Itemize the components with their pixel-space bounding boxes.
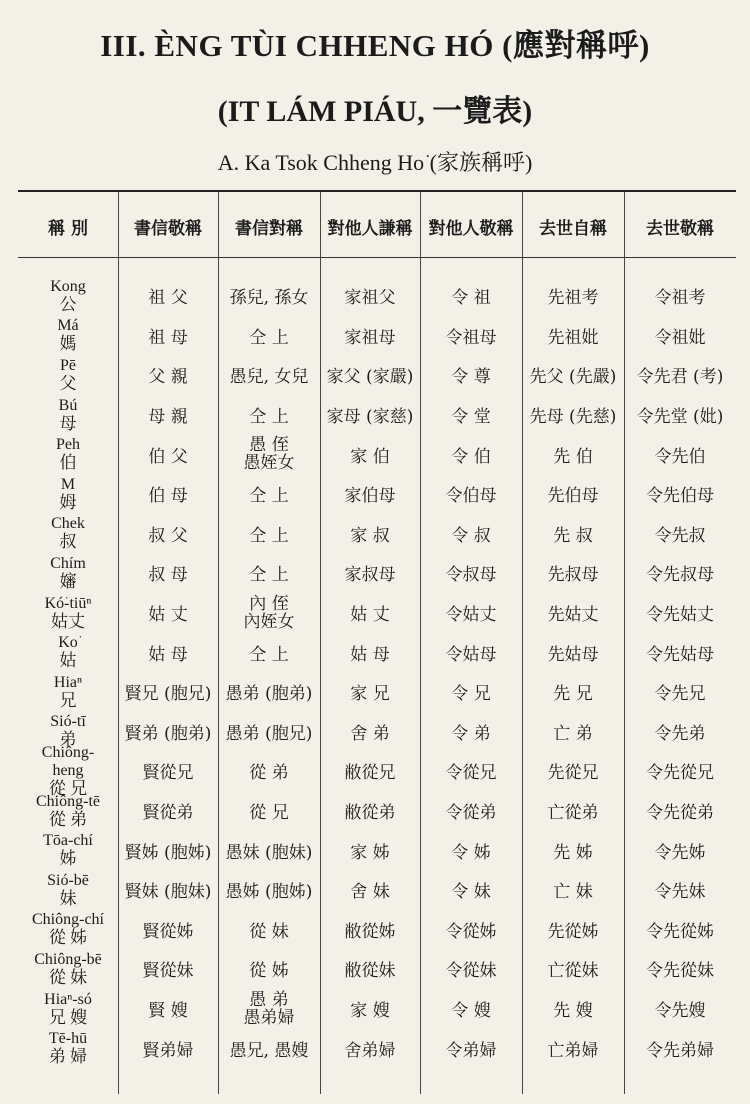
term-cell	[18, 872, 118, 908]
table-cell: 家 伯	[350, 446, 390, 467]
table-cell: 令祖考	[654, 288, 706, 309]
term-cell	[18, 515, 118, 551]
romanized-term: Chiông-	[41, 744, 95, 761]
table-cell: 先母 (先慈)	[529, 407, 617, 428]
romanized-term: Hiaⁿ-só	[44, 990, 92, 1008]
table-cell: 令先從妹	[646, 961, 714, 982]
table-cell: 家母 (家慈)	[326, 407, 414, 428]
table-cell: 家祖母	[344, 327, 396, 348]
table-cell: 令 妹	[451, 882, 491, 903]
table-cell: 令祖妣	[654, 327, 706, 348]
table-cell: 愚弟 (胞弟)	[225, 684, 313, 705]
table-cell: 令先伯	[654, 446, 706, 467]
table-cell: 賢兄 (胞兄)	[124, 684, 212, 705]
table-cell: 令姑丈	[445, 605, 497, 626]
table-cell: 叔 父	[148, 525, 188, 546]
chinese-term: 兄	[59, 690, 77, 710]
table-cell: 愚弟 (胞兄)	[225, 723, 313, 744]
table-cell: 先從姊	[547, 921, 599, 942]
romanized-term: Tōa-chí	[43, 832, 93, 850]
column-divider	[218, 192, 219, 1094]
table-cell: 賢從妹	[142, 961, 194, 982]
romanized-term: Peh	[56, 436, 80, 454]
table-cell	[218, 434, 320, 474]
column-header: 稱 別	[48, 218, 88, 239]
table-cell: 令先姊	[654, 842, 706, 863]
chinese-term: 兄 嫂	[48, 1007, 88, 1027]
romanized-term: Chiông-tē	[36, 792, 100, 810]
table-cell	[218, 989, 320, 1029]
romanized-term: Ko͘	[58, 634, 78, 652]
table-cell: 賢從兄	[142, 763, 194, 784]
table-cell: 令先從姊	[646, 921, 714, 942]
table-cell: 令 叔	[451, 525, 491, 546]
table-cell: 亡弟婦	[547, 1040, 599, 1061]
table-cell: 愚兄, 愚嫂	[229, 1040, 309, 1061]
romanized-term: Hiaⁿ	[53, 673, 83, 691]
table-cell: 亡從弟	[547, 803, 599, 824]
term-cell	[18, 911, 118, 947]
cell-line: 愚 侄	[249, 435, 289, 456]
term-cell	[18, 397, 118, 433]
table-cell: 愚姊 (胞姊)	[225, 882, 313, 903]
column-header: 對他人謙稱	[327, 218, 413, 239]
term-cell	[18, 436, 118, 472]
table-cell: 令 兄	[451, 684, 491, 705]
table-cell: 愚妹 (胞妹)	[225, 842, 313, 863]
table-cell: 令先堂 (妣)	[636, 407, 724, 428]
column-divider	[320, 192, 321, 1094]
table-cell: 敝從妹	[344, 961, 396, 982]
romanized-term: Kó͘-tiūⁿ	[44, 594, 92, 612]
table-cell: 令弟婦	[445, 1040, 497, 1061]
table-cell: 先叔母	[547, 565, 599, 586]
table-cell: 令 弟	[451, 723, 491, 744]
table-cell: 家 兄	[350, 684, 390, 705]
table-cell: 令先君 (考)	[636, 367, 724, 388]
cell-line: 愚 弟	[249, 989, 289, 1010]
table-cell: 令先嫂	[654, 1001, 706, 1022]
cell-line: 愚姪女	[243, 453, 295, 474]
table-cell: 仝 上	[249, 486, 289, 507]
chinese-term: 從 弟	[48, 809, 88, 829]
table-cell: 家 叔	[350, 525, 390, 546]
table-cell: 先伯母	[547, 486, 599, 507]
table-cell: 孫兒, 孫女	[229, 288, 309, 309]
column-header: 去世敬稱	[646, 218, 714, 239]
chinese-term: 從 兄	[48, 779, 88, 798]
chinese-term: 弟	[59, 730, 77, 750]
table-cell: 令先妹	[654, 882, 706, 903]
table-cell: 令從姊	[445, 921, 497, 942]
table-cell: 令從弟	[445, 803, 497, 824]
table-cell: 先祖妣	[547, 327, 599, 348]
table-cell: 叔 母	[148, 565, 188, 586]
table-cell: 令 伯	[451, 446, 491, 467]
term-cell	[18, 832, 118, 868]
term-cell	[18, 278, 118, 314]
table-cell: 令先姑丈	[646, 605, 714, 626]
table-cell: 令從妹	[445, 961, 497, 982]
table-cell: 先姑母	[547, 644, 599, 665]
table-cell: 祖 父	[148, 288, 188, 309]
cell-line: 內 侄	[249, 593, 289, 614]
term-cell	[18, 476, 118, 512]
table-cell: 先 兄	[553, 684, 593, 705]
table-cell: 賢 嫂	[148, 1001, 188, 1022]
romanized-term: Chiông-chí	[32, 911, 104, 929]
page-title: III. ÈNG TÙI CHHENG HÓ (應對稱呼)	[100, 28, 650, 63]
table-cell: 仝 上	[249, 407, 289, 428]
table-cell: 先父 (先嚴)	[529, 367, 617, 388]
romanized-term: Sió-tī	[50, 713, 86, 731]
chinese-term: 嬸	[59, 572, 77, 591]
romanized-term: Chiông-bē	[34, 951, 102, 968]
term-cell	[18, 793, 118, 829]
term-cell	[18, 595, 118, 631]
table-cell: 仝 上	[249, 644, 289, 665]
chinese-term: 母	[59, 413, 77, 433]
table-cell: 家 嫂	[350, 1001, 390, 1022]
table-cell: 令 姊	[451, 842, 491, 863]
column-header: 書信敬稱	[134, 218, 202, 239]
table-cell: 伯 父	[148, 446, 188, 467]
table-cell: 賢從姊	[142, 921, 194, 942]
table-cell: 家 姊	[350, 842, 390, 863]
table-cell: 令姑母	[445, 644, 497, 665]
table-cell: 愚兒, 女兒	[229, 367, 309, 388]
table-cell: 姑 丈	[350, 605, 390, 626]
chinese-term: 媽	[59, 334, 77, 354]
table-cell: 舍弟婦	[344, 1040, 396, 1061]
table-cell: 舍 弟	[350, 723, 390, 744]
table-cell: 從 姊	[249, 961, 289, 982]
table-cell: 家父 (家嚴)	[326, 367, 414, 388]
table-header-rule	[18, 257, 736, 258]
chinese-term: 從 姊	[48, 928, 88, 948]
table-cell: 仝 上	[249, 565, 289, 586]
table-cell: 令伯母	[445, 486, 497, 507]
table-cell: 令先弟婦	[646, 1040, 714, 1061]
column-header: 對他人敬稱	[428, 218, 514, 239]
cell-line: 內姪女	[243, 611, 295, 632]
column-header: 書信對稱	[235, 218, 303, 239]
table-cell: 令 堂	[451, 407, 491, 428]
table-cell: 敝從兄	[344, 763, 396, 784]
romanized-term: Bú	[58, 396, 78, 414]
table-cell: 亡 妹	[553, 882, 593, 903]
table-cell: 賢妹 (胞妹)	[124, 882, 212, 903]
table-cell: 令先叔	[654, 525, 706, 546]
column-divider	[522, 192, 523, 1094]
romanized-term: Kong	[50, 277, 86, 295]
table-cell: 賢從弟	[142, 803, 194, 824]
table-cell: 先 伯	[553, 446, 593, 467]
table-cell: 舍 妹	[350, 882, 390, 903]
chinese-term: 妹	[59, 888, 77, 908]
table-cell: 賢姊 (胞姊)	[124, 842, 212, 863]
table-cell: 從 兄	[249, 803, 289, 824]
column-divider	[420, 192, 421, 1094]
table-cell: 令先姑母	[646, 644, 714, 665]
table-cell: 伯 母	[148, 486, 188, 507]
romanized-term: Má	[57, 317, 79, 335]
table-cell: 令從兄	[445, 763, 497, 784]
chinese-term: 從 妹	[48, 968, 88, 987]
chinese-term: 叔	[59, 532, 77, 552]
cell-line: 愚弟婦	[243, 1007, 295, 1028]
chinese-term: 伯	[59, 453, 77, 473]
term-cell	[18, 991, 118, 1027]
table-cell: 先 姊	[553, 842, 593, 863]
table-cell: 從 弟	[249, 763, 289, 784]
table-top-rule	[18, 190, 736, 192]
table-cell: 母 親	[148, 407, 188, 428]
table-cell: 先祖考	[547, 288, 599, 309]
column-divider	[118, 192, 119, 1094]
table-cell: 先 叔	[553, 525, 593, 546]
table-cell: 令先從兄	[646, 763, 714, 784]
page-subtitle: (IT LÁM PIÁU, 一覽表)	[217, 95, 533, 128]
term-cell	[18, 317, 118, 353]
table-cell: 家祖父	[344, 288, 396, 309]
romanized-term: M	[60, 475, 76, 493]
term-cell	[18, 1030, 118, 1066]
table-cell: 令先叔母	[646, 565, 714, 586]
table-cell: 賢弟 (胞弟)	[124, 723, 212, 744]
table-cell: 亡從妹	[547, 961, 599, 982]
table-cell: 家伯母	[344, 486, 396, 507]
table-cell: 先姑丈	[547, 605, 599, 626]
table-cell: 仝 上	[249, 525, 289, 546]
term-cell	[18, 674, 118, 710]
table-cell: 令祖母	[445, 327, 497, 348]
table-cell: 仝 上	[249, 327, 289, 348]
table-cell: 先 嫂	[553, 1001, 593, 1022]
section-heading: A. Ka Tsok Chheng Ho͘ (家族稱呼)	[217, 150, 533, 175]
table-cell: 家叔母	[344, 565, 396, 586]
table-cell: 先從兄	[547, 763, 599, 784]
term-cell	[18, 357, 118, 393]
term-cell	[18, 634, 118, 670]
romanized-term: Tē-hū	[48, 1030, 88, 1048]
table-cell: 令先兄	[654, 684, 706, 705]
chinese-term: 父	[59, 374, 77, 393]
table-cell: 令叔母	[445, 565, 497, 586]
chinese-term: 姊	[59, 849, 77, 869]
table-cell: 從 妹	[249, 921, 289, 942]
table-cell: 姑 丈	[148, 605, 188, 626]
chinese-term: 公	[59, 294, 77, 314]
table-cell: 賢弟婦	[142, 1040, 194, 1061]
term-cell	[18, 555, 118, 591]
table-cell: 敝從弟	[344, 803, 396, 824]
chinese-term: 弟 婦	[48, 1047, 88, 1067]
table-cell: 敝從姊	[344, 921, 396, 942]
table-cell: 姑 母	[148, 644, 188, 665]
romanized-term: Chek	[51, 515, 85, 533]
table-cell: 令先弟	[654, 723, 706, 744]
table-cell: 令 嫂	[451, 1001, 491, 1022]
chinese-term: 姆	[59, 492, 77, 512]
table-cell: 令先伯母	[646, 486, 714, 507]
table-cell: 姑 母	[350, 644, 390, 665]
table-cell: 令 尊	[451, 367, 491, 388]
table-cell: 父 親	[148, 367, 188, 388]
chinese-term: 姑	[59, 651, 77, 671]
chinese-term: 姑丈	[51, 611, 85, 631]
romanized-term: heng	[52, 762, 84, 779]
table-cell	[218, 593, 320, 633]
term-cell	[18, 951, 118, 987]
column-header: 去世自稱	[539, 218, 607, 239]
table-cell: 令先從弟	[646, 803, 714, 824]
table-cell: 祖 母	[148, 327, 188, 348]
romanized-term: Sió-bē	[47, 871, 89, 889]
column-divider	[624, 192, 625, 1094]
table-cell: 令 祖	[451, 288, 491, 309]
term-cell	[18, 744, 118, 798]
table-cell: 亡 弟	[553, 723, 593, 744]
romanized-term: Chím	[50, 555, 86, 572]
romanized-term: Pē	[60, 357, 76, 374]
